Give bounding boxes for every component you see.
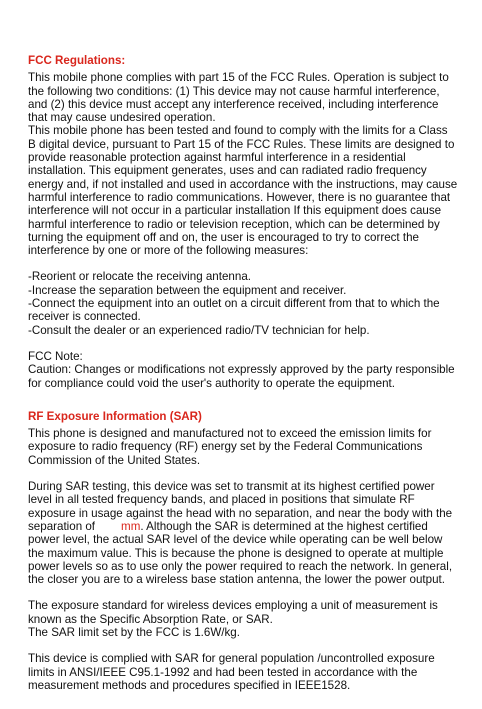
fcc-compliance-paragraph: This mobile phone complies with part 15 of the FCC Rules. Operation is subject to the following two conditions: (1) This device may not cause harmful interference, and (2) this device must accept any interference received, including interference that may cause undesired operation.	[28, 71, 449, 125]
measure-item: -Connect the equipment into an outlet on a circuit different from that to which the receiver is connected.	[28, 297, 440, 324]
sar-limit-paragraph: The SAR limit set by the FCC is 1.6W/kg.	[28, 625, 240, 639]
measure-item: -Increase the separation between the equipment and receiver.	[28, 283, 347, 297]
measures-list	[28, 270, 458, 336]
spacer	[28, 390, 458, 410]
sar-testing-text-cont: . Although the SAR is determined at the highest certified power level, the actual SAR level of the device while operating can be well below the maximum value. This is because the phone is designed to operate at multiple power levels so as to use only the power required to reach the network. In general, the closer you are to a wireless base station antenna, the lower the power output.	[28, 519, 453, 587]
rf-exposure-heading: RF Exposure Information (SAR)	[28, 409, 202, 423]
separation-unit: mm	[121, 519, 141, 533]
spacer	[28, 586, 458, 599]
fcc-note-text: Caution: Changes or modifications not expressly approved by the party responsible for compliance could void the user's authority to operate the equipment.	[28, 363, 455, 390]
sar-standard-paragraph: The exposure standard for wireless devices employing a unit of measurement is known as the Specific Absorption Rate, or SAR.	[28, 599, 438, 626]
measure-item: -Reorient or relocate the receiving antenna.	[28, 270, 251, 284]
sar-compliance-paragraph: This device is complied with SAR for general population /uncontrolled exposure limits in ANSI/IEEE C95.1-1992 and had been tested in accordance with the measurement methods and procedures specified in IEEE1528.	[28, 652, 435, 692]
sar-testing-text: During SAR testing, this device was set to transmit at its highest certified power level in all tested frequency bands, and placed in positions that simulate RF exposure in usage against the head with no separation, and near the body with the separation of	[28, 480, 453, 533]
fcc-regulations-heading: FCC Regulations:	[28, 54, 126, 67]
spacer	[28, 639, 458, 652]
measure-item: -Consult the dealer or an experienced radio/TV technician for help.	[28, 323, 370, 337]
sar-testing-paragraph	[28, 480, 458, 586]
document-page	[28, 54, 458, 692]
fcc-class-b-paragraph: This mobile phone has been tested and found to comply with the limits for a Class B digital device, pursuant to Part 15 of the FCC Rules. These limits are designed to provide reasonable protection against harmful interference in a residential installation. This equipment generates, uses and can radiated radio frequency energy and, if not installed and used in accordance with the instructions, may cause harmful interference to radio communications. However, there is no guarantee that interference will not occur in a particular installation If this equipment does cause harmful interference to radio or television reception, which can be determined by turning the equipment off and on, the user is encouraged to try to correct the interference by one or more of the following measures:	[28, 124, 458, 258]
fcc-note-title: FCC Note:	[28, 349, 83, 363]
spacer	[28, 337, 458, 350]
spacer	[28, 257, 458, 270]
spacer	[28, 467, 458, 480]
sar-design-paragraph: This phone is designed and manufactured not to exceed the emission limits for exposure to radio frequency (RF) energy set by the Federal Communications Commission of the United States.	[28, 427, 432, 467]
